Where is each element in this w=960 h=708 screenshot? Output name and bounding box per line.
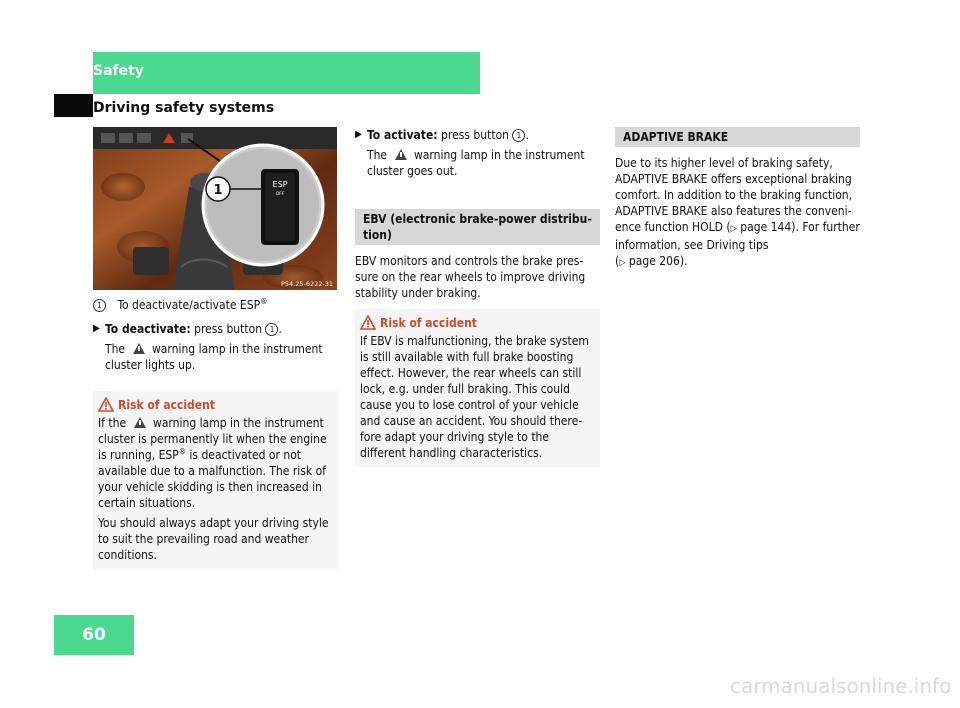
- risk-esp-paragraph-2: You should always adapt your driving style to suit the prevailing road and weather conditions.: [98, 516, 329, 562]
- risk2-title-text: Risk of accident: [380, 316, 477, 330]
- activate-line2-after: warning lamp in the instrument cluster goes out.: [367, 148, 585, 178]
- adaptive-ref2-open: (: [615, 254, 620, 268]
- risk1-p1-before: If the: [98, 416, 130, 430]
- caption-text: To deactivate/activate ESP: [117, 298, 261, 312]
- caption-marker: 1: [93, 299, 106, 312]
- deactivate-text: press button: [190, 322, 266, 336]
- deactivate-label: To deactivate:: [105, 322, 191, 336]
- header-band: [93, 52, 480, 94]
- activate-line2-before: The: [367, 148, 391, 162]
- ebv-body: EBV monitors and controls the brake pressure on the rear wheels to improve driving stability under braking.: [355, 254, 586, 300]
- adaptive-body-part1: Due to its higher level of braking safety, ADAPTIVE BRAKE offers exceptional braking comfort. In addition to the braking function, ADAPTIVE BRAKE also features the convenience function HOLD (: [615, 156, 853, 234]
- risk-box-esp: [93, 391, 338, 569]
- photo-callout-number: 1: [213, 183, 223, 198]
- esp-button-label: ESP: [272, 180, 288, 189]
- deactivate-line2-before: The: [105, 342, 129, 356]
- subsection-title: Driving safety systems: [93, 100, 275, 116]
- ebv-heading: EBV (electronic brake-power distribution): [355, 209, 600, 245]
- deactivate-line2-after: warning lamp in the instrument cluster lights up.: [105, 342, 323, 372]
- deactivate-end: .: [278, 322, 282, 336]
- step-arrow-icon: ▶: [355, 129, 362, 140]
- warning-lamp-icon: [134, 417, 146, 428]
- page-ref-arrow-icon: ▷: [619, 258, 626, 268]
- caption-sup: ®: [260, 297, 268, 306]
- page-ref-206[interactable]: page 206).: [625, 254, 688, 268]
- page-number: 60: [54, 615, 134, 655]
- deactivate-marker: 1: [265, 323, 278, 336]
- activate-text: press button: [437, 128, 513, 142]
- caution-icon: [98, 397, 114, 413]
- column-middle: [355, 127, 600, 467]
- page-ref-144[interactable]: page 144). For further information, see Driving tips: [615, 220, 860, 252]
- warning-lamp-icon: [133, 343, 145, 354]
- caution-icon: [360, 315, 376, 331]
- risk-title-ebv: [360, 315, 595, 331]
- risk-title-esp: [98, 397, 333, 413]
- esp-button-sublabel: OFF: [275, 192, 285, 197]
- activate-step: [355, 127, 600, 187]
- step-arrow-icon: ▶: [93, 323, 100, 334]
- risk1-sup: ®: [178, 447, 186, 456]
- column-left: [93, 297, 338, 569]
- warning-lamp-icon: [395, 149, 407, 160]
- section-tab-marker: [54, 94, 93, 117]
- photo-caption: [93, 297, 338, 313]
- watermark: carmanualsonline.info: [730, 674, 952, 698]
- risk-ebv-body: If EBV is malfunctioning, the brake system is still available with full brake boosting effect. However, the rear wheels can still lock, e.g. under full braking. This could cause you to lose control of your vehicle and cause an accident. You should therefore adapt your driving style to the different handling characteristics.: [360, 334, 589, 460]
- deactivate-step: [93, 321, 338, 381]
- section-title: Safety: [93, 63, 144, 79]
- risk-esp-paragraph-1: [98, 415, 333, 511]
- activate-end: .: [525, 128, 529, 142]
- esp-button-photo: [93, 127, 337, 290]
- risk1-p1-after: warning lamp in the instrument cluster is permanently lit when the engine is running, ESP: [98, 416, 327, 462]
- activate-marker: 1: [512, 129, 525, 142]
- activate-label: To activate:: [367, 128, 438, 142]
- page-ref-arrow-icon: ▷: [730, 224, 737, 234]
- adaptive-brake-heading: ADAPTIVE BRAKE: [615, 127, 860, 147]
- risk1-p1-end: is deactivated or not available due to a malfunction. The risk of your vehicle skidding is then increased in certain situations.: [98, 448, 326, 510]
- adaptive-brake-body: [615, 155, 860, 271]
- image-code: P54.25-6222-31: [280, 280, 333, 288]
- risk-title-text: Risk of accident: [118, 398, 215, 412]
- column-right: [615, 127, 860, 279]
- risk-box-ebv: [355, 309, 600, 467]
